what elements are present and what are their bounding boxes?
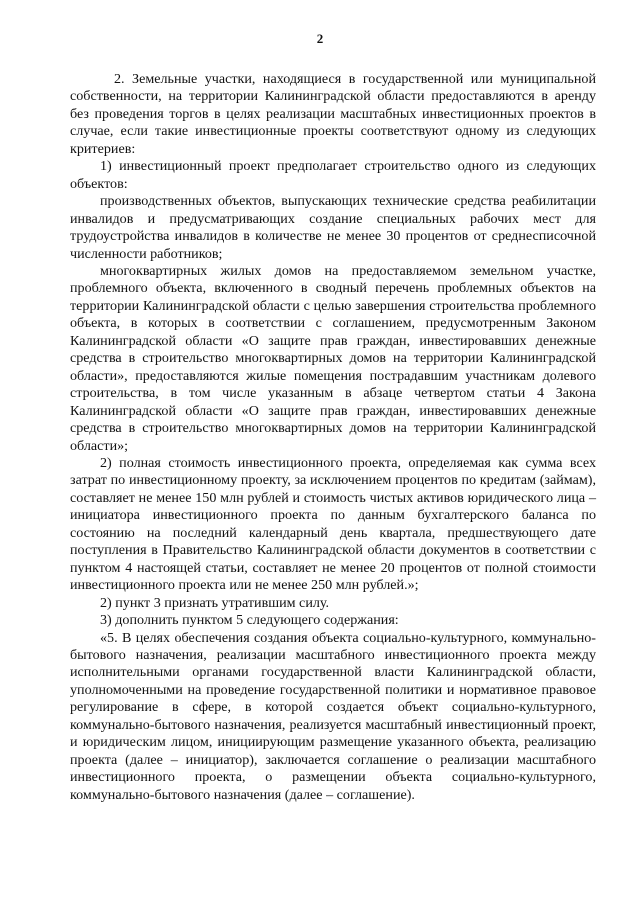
paragraph-amendment-3: 3) дополнить пунктом 5 следующего содержания: [100, 612, 399, 629]
paragraph-item-5: «5. В целях обеспечения создания объекта социально-культурного, коммунально-бытового назначения, реализации масштабного инвестиционного проекта между исполнительными органами государственной власти Калининградской области, уполномоченными на проведение государственной политики и нормативное правовое регулирование в сфере, в которой создается объект социально-культурного, коммунально-бытового назначения, реализуется масштабный инвестиционный проект, и юридическим лицом, инициирующим размещение указанного объекта, реализацию проекта (далее – инициатор), заключается соглашение о реализации масштабного инвестиционного проекта, о размещении объекта социально-культурного, коммунально-бытового назначения (далее – соглашение). [70, 629, 596, 803]
paragraph-item-2: 2. Земельные участки, находящиеся в государственной или муниципальной собственности, на территории Калининградской области предоставляются в аренду без проведения торгов в целях реализации масштабных инвестиционных проектов в случае, если такие инвестиционные проекты соответствуют одному из следующих критериев: [70, 71, 596, 157]
paragraph-amendment-2: 2) пункт 3 признать утратившим силу. [100, 594, 330, 611]
paragraph-production-objects: производственных объектов, выпускающих технические средства реабилитации инвалидов и предусматривающих создание специальных рабочих мест для трудоустройства инвалидов в количестве не менее 30 процентов от среднесписочной численности работников; [70, 193, 596, 262]
paragraph-criterion-1: 1) инвестиционный проект предполагает строительство одного из следующих объектов: [70, 158, 596, 192]
paragraph-apartment-buildings: многоквартирных жилых домов на предоставляемом земельном участке, проблемного объекта, включенного в сводный перечень проблемных объектов на территории Калининградской области с целью завершения строительства проблемного объекта, в которых в соответствии с соглашением, предусмотренным Законом Калининградской области «О защите прав граждан, инвестировавших денежные средства в строительство многоквартирных домов на территории Калининградской области», предоставляются жилые помещения пострадавшим участникам долевого строительства, в том числе указанным в абзаце четвертом статьи 4 Закона Калининградской области «О защите прав граждан, инвестировавших денежные средства в строительство многоквартирных домов на территории Калининградской области»; [70, 262, 596, 454]
page-number: 2 [316, 31, 324, 46]
paragraph-criterion-2: 2) полная стоимость инвестиционного проекта, определяемая как сумма всех затрат по инвестиционному проекту, за исключением процентов по кредитам (займам), составляет не менее 150 млн рублей и стоимость чистых активов юридического лица – инициатора инвестиционного проекта по данным бухгалтерского баланса по состоянию на последний календарный день квартала, предшествующего дате поступления в Правительство Калининградской области документов в соответствии с пунктом 4 настоящей статьи, составляет не менее 20 процентов от полной стоимости инвестиционного проекта или не менее 250 млн рублей.»; [70, 454, 596, 594]
document-body [70, 71, 596, 804]
